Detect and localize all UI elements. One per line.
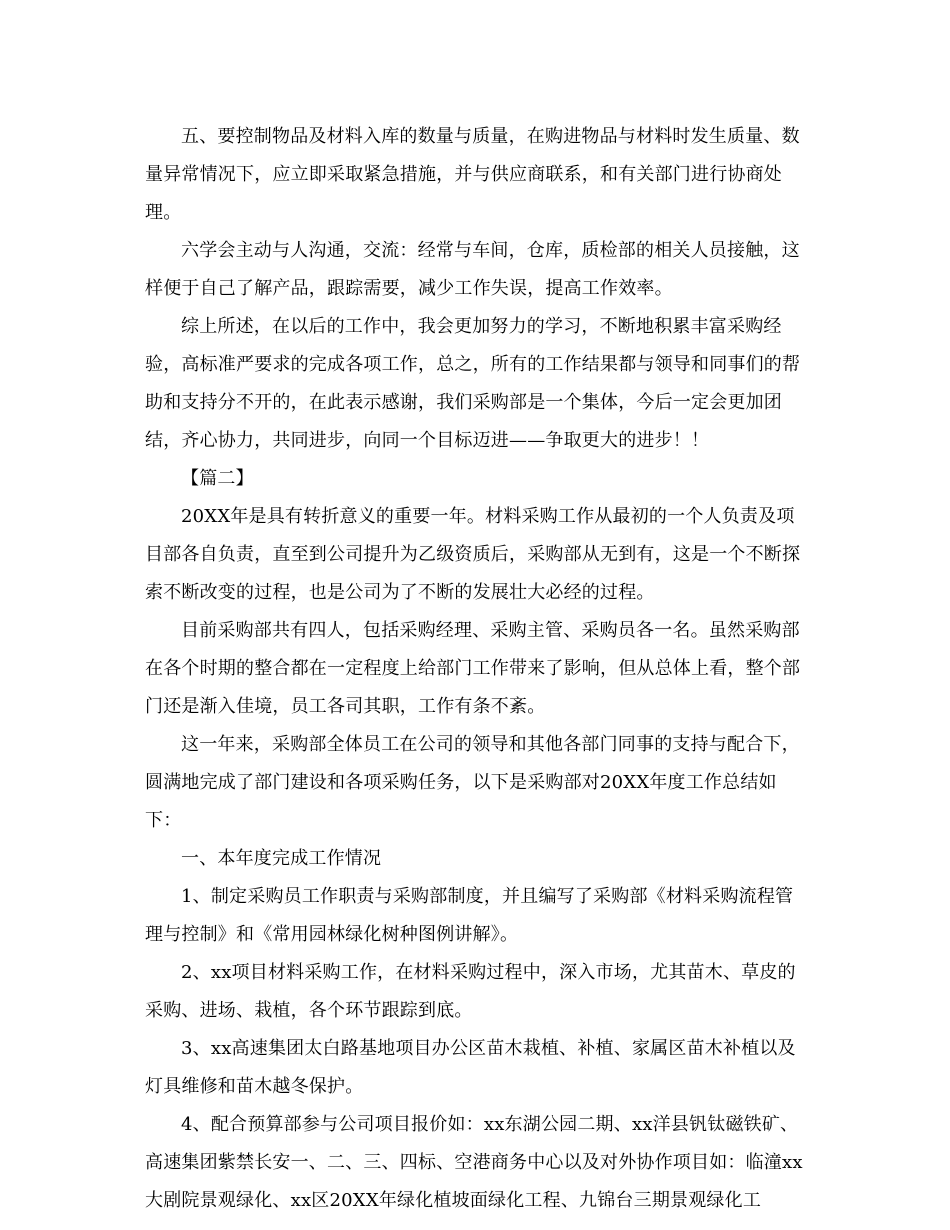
- section-heading-part-two: 【篇二】: [181, 468, 254, 489]
- paragraph-summary: 综上所述，在以后的工作中，我会更加努力的学习，不断地积累丰富采购经验，高标准严要求的完成各项工作，总之，所有的工作结果都与领导和同事们的帮助和支持分不开的，在此表示感谢，我们采购部是一个集体，今后一定会更加团结，齐心协力，共同进步，向同一个目标迈进——争取更大的进步！！: [145, 316, 801, 451]
- list-item-3: 3、xx高速集团太白路基地项目办公区苗木栽植、补植、家属区苗木补植以及灯具维修和苗木越冬保护。: [145, 1038, 796, 1097]
- subheading-completed-work: 一、本年度完成工作情况: [181, 848, 382, 869]
- paragraph-item-5: 五、要控制物品及材料入库的数量与质量，在购进物品与材料时发生质量、数量异常情况下，应立即采取紧急措施，并与供应商联系，和有关部门进行协商处理。: [145, 126, 800, 223]
- list-item-1: 1、制定采购员工作职责与采购部制度，并且编写了采购部《材料采购流程管理与控制》和《常用园林绿化树种图例讲解》。: [145, 886, 794, 945]
- document-body: [145, 118, 805, 1220]
- paragraph-department-staff: 目前采购部共有四人，包括采购经理、采购主管、采购员各一名。虽然采购部在各个时期的整合都在一定程度上给部门工作带来了影响，但从总体上看，整个部门还是渐入佳境，员工各司其职，工作有条不紊。: [145, 620, 801, 717]
- list-item-2: 2、xx项目材料采购工作，在材料采购过程中，深入市场，尤其苗木、草皮的采购、进场、栽植，各个环节跟踪到底。: [145, 962, 796, 1021]
- paragraph-year-review: 这一年来，采购部全体员工在公司的领导和其他各部门同事的支持与配合下，圆满地完成了部门建设和各项采购任务，以下是采购部对20XX年度工作总结如下：: [145, 734, 800, 831]
- list-item-4: 4、配合预算部参与公司项目报价如：xx东湖公园二期、xx洋县钒钛磁铁矿、高速集团紫禁长安一、二、三、四标、空港商务中心以及对外协作项目如：临潼xx大剧院景观绿化、xx区20XX年绿化植坡面绿化工程、九锦台三期景观绿化工: [145, 1114, 803, 1211]
- paragraph-year-intro: 20XX年是具有转折意义的重要一年。材料采购工作从最初的一个人负责及项目部各自负责，直至到公司提升为乙级资质后，采购部从无到有，这是一个不断探索不断改变的过程，也是公司为了不断的发展壮大必经的过程。: [145, 506, 801, 603]
- paragraph-item-6: 六学会主动与人沟通，交流：经常与车间，仓库，质检部的相关人员接触，这样便于自己了解产品，跟踪需要，减少工作失误，提高工作效率。: [145, 240, 800, 299]
